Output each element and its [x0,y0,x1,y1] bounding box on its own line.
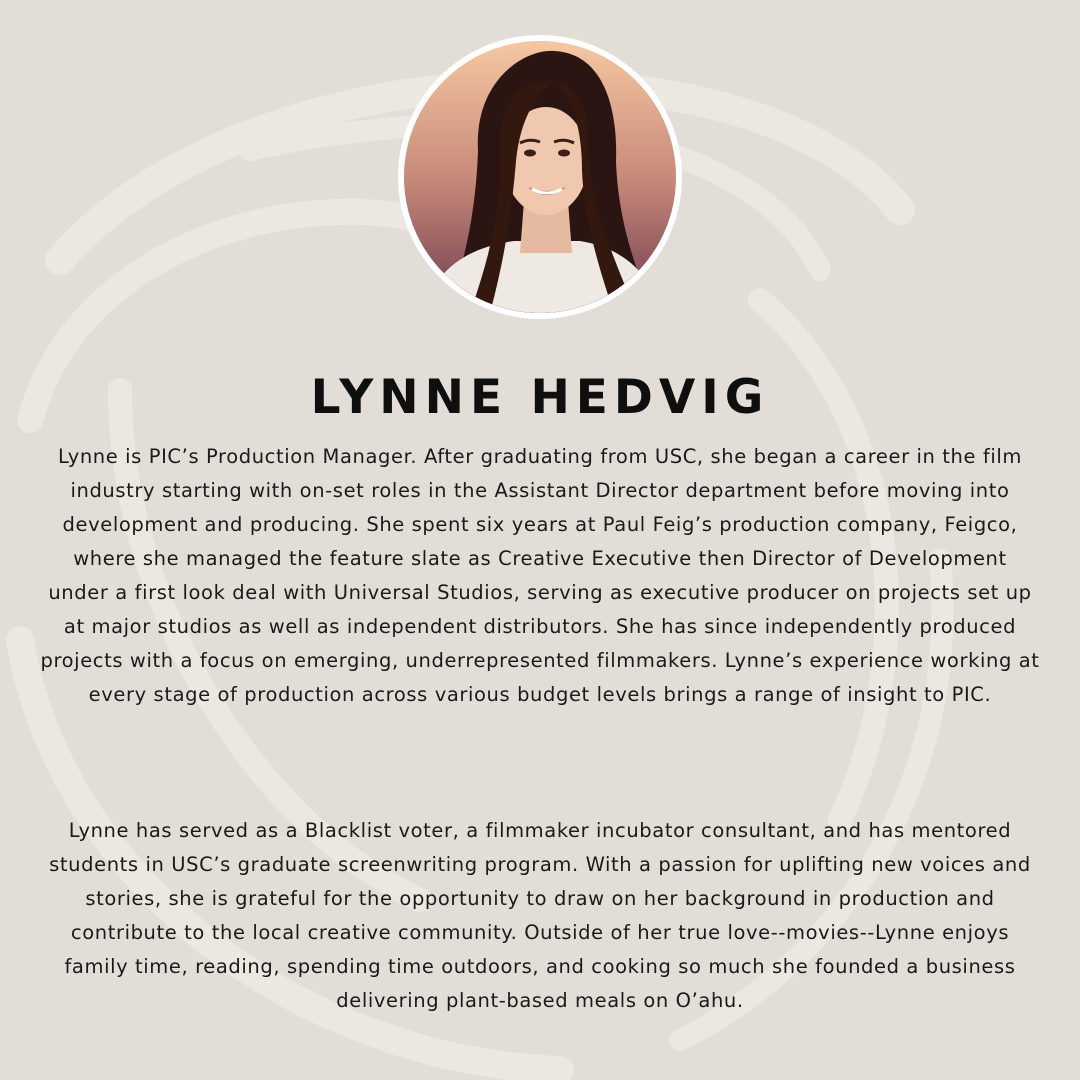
profile-name: LYNNE HEDVIG [310,370,770,425]
person-portrait-icon [404,41,676,313]
bio-paragraph-1: Lynne is PIC’s Production Manager. After graduating from USC, she began a career in the film industry starting with on-set roles in the Assistant Director department before moving into development and producing. She spent six years at Paul Feig’s production company, Feigco, where she managed the feature slate as Creative Executive then Director of Development under a first look deal with Universal Studios, serving as executive producer on projects set up at major studios as well as independent distributors. She has since independently produced projects with a focus on emerging, underrepresented filmmakers. Lynne’s experience working at every stage of production across various budget levels brings a range of insight to PIC. [40,445,1040,706]
bio-paragraph-2: Lynne has served as a Blacklist voter, a filmmaker incubator consultant, and has mentored students in USC’s graduate screenwriting program. With a passion for uplifting new voices and stories, she is grateful for the opportunity to draw on her background in production and contribute to the local creative community. Outside of her true love--movies--Lynne enjoys family time, reading, spending time outdoors, and cooking so much she founded a business delivering plant-based meals on O’ahu. [49,819,1031,1012]
profile-photo [398,35,682,319]
